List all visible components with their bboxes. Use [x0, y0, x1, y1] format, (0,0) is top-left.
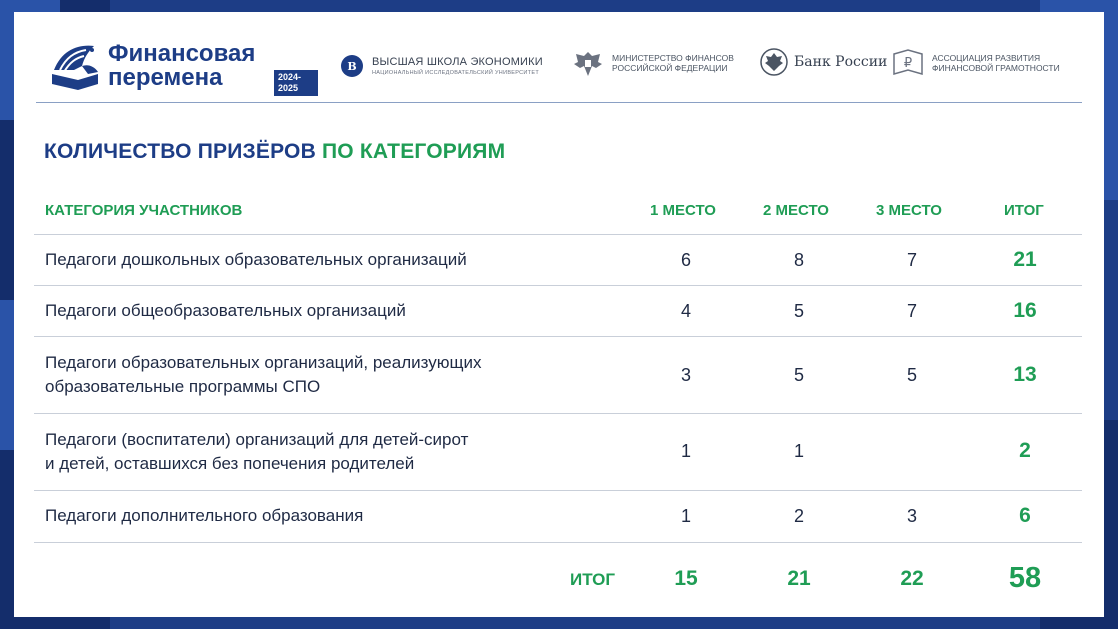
cell-first: 6	[680, 250, 691, 270]
afg-line1: АССОЦИАЦИЯ РАЗВИТИЯ	[932, 53, 1041, 63]
cell-third: 7	[906, 301, 917, 321]
brand-title-line1: Финансовая	[108, 40, 256, 67]
cell-total: 21	[1013, 248, 1037, 271]
partner-afg	[892, 48, 1060, 78]
category-line: Педагоги (воспитатели) организаций для детей-сирот	[45, 430, 469, 449]
partner-hse	[340, 54, 543, 78]
brand-logo	[48, 40, 318, 100]
cell-third: 3	[906, 506, 917, 526]
category-line: Педагоги общеобразовательных организаций	[45, 301, 406, 320]
afg-line2: ФИНАНСОВОЙ ГРАМОТНОСТИ	[932, 63, 1060, 73]
hse-name: ВЫСШАЯ ШКОЛА ЭКОНОМИКИ	[372, 56, 543, 68]
cell-total: 16	[1013, 299, 1037, 322]
svg-text:В: В	[347, 60, 357, 73]
cell-second: 2	[793, 506, 804, 526]
cell-first: 4	[680, 301, 691, 321]
table-divider	[34, 336, 1082, 337]
header-third-place: 3 МЕСТО	[876, 202, 942, 219]
category-line: Педагоги образовательных организаций, реализующих	[45, 353, 482, 372]
ruble-book-icon	[892, 48, 924, 78]
bird-book-icon	[48, 40, 102, 92]
header-total: ИТОГ	[1004, 202, 1044, 219]
partner-bank	[760, 48, 887, 76]
table-row-category	[45, 428, 468, 476]
cell-second: 1	[793, 441, 804, 461]
hse-logo-icon	[340, 54, 364, 78]
footer-first-total: 15	[674, 567, 698, 590]
cell-total: 6	[1019, 504, 1031, 527]
hse-subtitle: НАЦИОНАЛЬНЫЙ ИССЛЕДОВАТЕЛЬСКИЙ УНИВЕРСИТЕТ	[372, 70, 539, 76]
category-line: и детей, оставшихся без попечения родителей	[45, 454, 415, 473]
category-line: Педагоги дополнительного образования	[45, 506, 364, 525]
footer-grand-total: 58	[1008, 562, 1042, 594]
minfin-line2: РОССИЙСКОЙ ФЕДЕРАЦИИ	[612, 63, 728, 73]
bank-emblem-icon	[760, 48, 788, 76]
cell-third: 7	[906, 250, 917, 270]
table-divider	[34, 234, 1082, 235]
header-category: КАТЕГОРИЯ УЧАСТНИКОВ	[45, 202, 243, 219]
footer-third-total: 22	[900, 567, 924, 590]
bank-name: Банк России	[794, 54, 888, 70]
cell-second: 8	[793, 250, 804, 270]
table-row-category	[45, 504, 363, 528]
cell-second: 5	[793, 301, 804, 321]
minfin-line1: МИНИСТЕРСТВО ФИНАНСОВ	[612, 53, 734, 63]
table-row-category	[45, 299, 406, 323]
brand-years: 2024-2025	[274, 70, 318, 96]
eagle-emblem-icon	[572, 48, 604, 78]
footer-second-total: 21	[787, 567, 811, 590]
partner-minfin	[572, 48, 734, 78]
table-divider	[34, 285, 1082, 286]
header-divider	[36, 102, 1082, 103]
header-first-place: 1 МЕСТО	[650, 202, 716, 219]
cell-second: 5	[793, 365, 804, 385]
title-part1: КОЛИЧЕСТВО ПРИЗЁРОВ	[44, 140, 316, 163]
title-part2: ПО КАТЕГОРИЯМ	[321, 140, 506, 163]
cell-third: 5	[906, 365, 917, 385]
header-second-place: 2 МЕСТО	[763, 202, 829, 219]
cell-total: 2	[1019, 439, 1031, 462]
category-line: Педагоги дошкольных образовательных организаций	[45, 250, 467, 269]
footer-total-label: ИТОГ	[570, 570, 616, 589]
table-divider	[34, 413, 1082, 414]
cell-total: 13	[1013, 363, 1037, 386]
page-title	[44, 140, 505, 164]
table-row-category	[45, 351, 481, 399]
category-line: образовательные программы СПО	[45, 377, 321, 396]
brand-title-line2: перемена	[108, 64, 223, 91]
table-row-category	[45, 248, 467, 272]
svg-text:₽: ₽	[903, 56, 913, 71]
table-divider	[34, 542, 1082, 543]
cell-first: 1	[680, 441, 691, 461]
cell-first: 3	[680, 365, 691, 385]
slide	[14, 12, 1104, 617]
cell-first: 1	[680, 506, 691, 526]
table-divider	[34, 490, 1082, 491]
